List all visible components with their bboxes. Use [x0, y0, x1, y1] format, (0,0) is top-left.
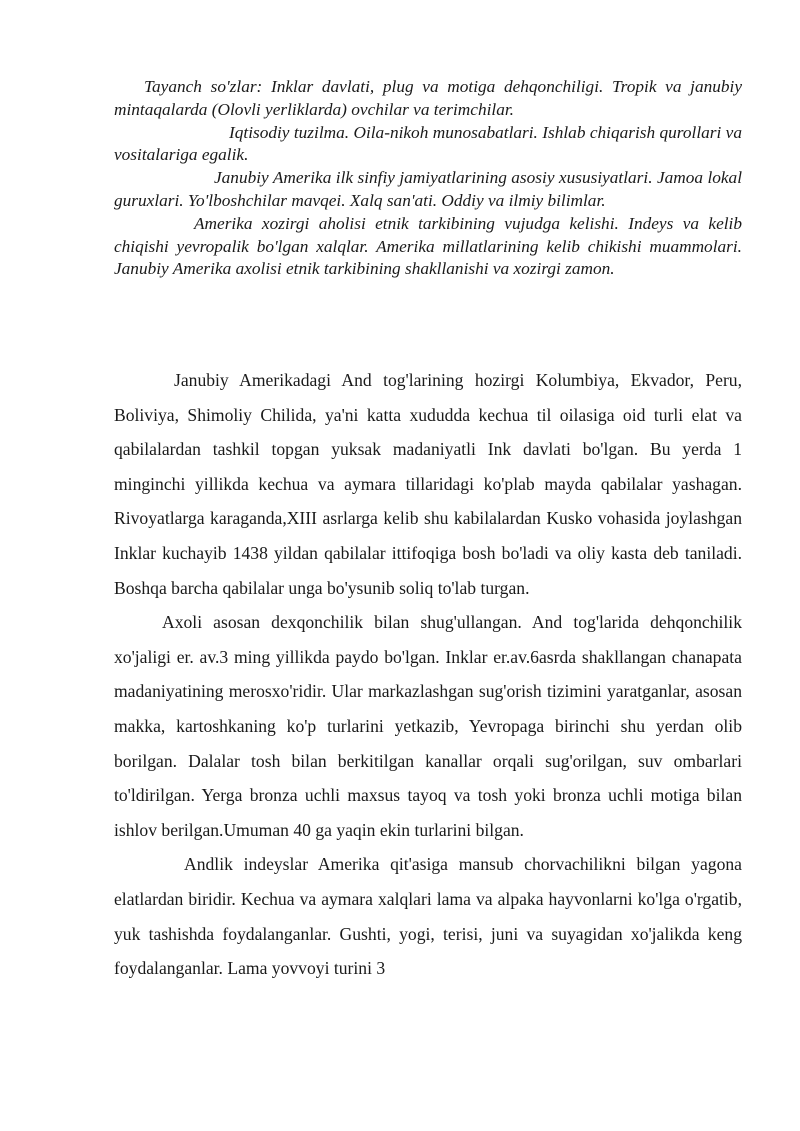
keywords-paragraph: Tayanch so'zlar: Inklar davlati, plug va motiga dehqonchiligi. Tropik va janubiy mintaqalarda (Olovli yerliklarda) ovchilar va terimchilar. — [114, 77, 742, 119]
keywords-paragraph: Iqtisodiy tuzilma. Oila-nikoh munosabatlari. Ishlab chiqarish qurollari va vositalariga egalik. — [114, 122, 742, 165]
keywords-section — [114, 76, 742, 281]
body-paragraph: Axoli asosan dexqonchilik bilan shug'ullangan. And tog'larida dehqonchilik xo'jaligi er. av.3 ming yillikda paydo bo'lgan. Inklar er.av.6asrda shakllangan chanapata madaniyatining merosxo'ridir. Ular markazlashgan sug'orish tizimini yaratganlar, asosan makka, kartoshkaning ko'p turlarini yetkazib, Yevropaga birinchi shu yerdan olib borilgan. Dalalar tosh bilan berkitilgan kanallar orqali sug'orilgan, suv ombarlari to'ldirilgan. Yerga bronza uchli maxsus tayoq va tosh yoki bronza uchli motiga bilan ishlov berilgan.Umuman 40 ga yaqin ekin turlarini bilgan. — [114, 612, 742, 840]
keywords-paragraph: Amerika xozirgi aholisi etnik tarkibining vujudga kelishi. Indeys va kelib chiqishi yevropalik bo'lgan xalqlar. Amerika millatlarining kelib chikishi muammolari. Janubiy Amerika axolisi etnik tarkibining shakllanishi va xozirgi zamon. — [114, 213, 742, 279]
body-paragraph: Janubiy Amerikadagi And tog'larining hozirgi Kolumbiya, Ekvador, Peru, Boliviya, Shimoliy Chilida, ya'ni katta xududda kechua til oilasiga oid turli elat va qabilalardan tashkil topgan yuksak madaniyatli Ink davlati bo'lgan. Bu yerda 1 minginchi yillikda kechua va aymara tillaridagi ko'plab mayda qabilalar yashagan. Rivoyatlarga karaganda,XIII asrlarga kelib shu kabilalardan Kusko vohasida joylashgan Inklar kuchayib 1438 yildan qabilalar ittifoqiga bosh bo'ladi va oliy kasta deb taniladi. Boshqa barcha qabilalar unga bo'ysunib soliq to'lab turgan. — [114, 370, 742, 598]
keywords-paragraph: Janubiy Amerika ilk sinfiy jamiyatlarining asosiy xususiyatlari. Jamoa lokal guruxlari. Yo'lboshchilar mavqei. Xalq san'ati. Oddiy va ilmiy bilimlar. — [114, 168, 742, 210]
main-text — [114, 363, 742, 986]
body-paragraph: Andlik indeyslar Amerika qit'asiga mansub chorvachilikni bilgan yagona elatlardan biridir. Kechua va aymara xalqlari lama va alpaka hayvonlarni ko'lga o'rgatib, yuk tashishda foydalanganlar. Gushti, yogi, terisi, juni va suyagidan xo'jalikda keng foydalanganlar. Lama yovvoyi turini 3 — [114, 854, 742, 979]
